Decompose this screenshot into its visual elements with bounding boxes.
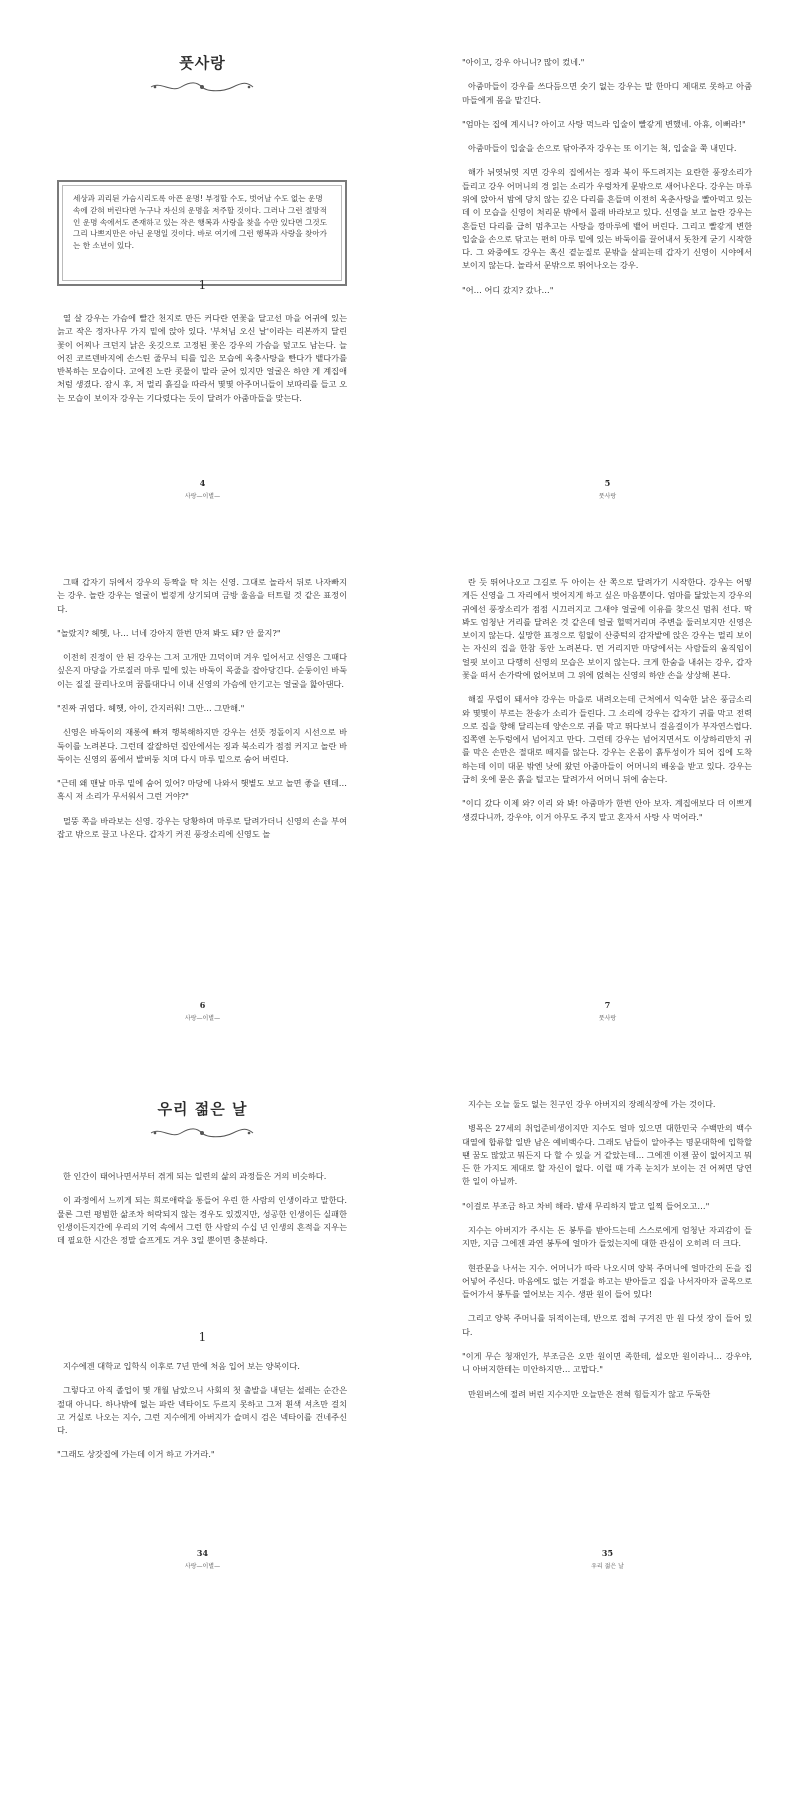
paragraph: 그렇다고 아직 졸업이 몇 개월 남았으니 사회의 첫 출발을 내딛는 설레는 순간은 절대 아니다. 하나밖에 없는 파란 넥타이도 두르지 못하고 그저 흰색 셔츠만 걸치고 거실로 나오는 지수, 그런 지수에게 아버지가 슬며시 검은 넥타이를 건네주신다.	[57, 1385, 347, 1436]
paragraph: 그리고 양복 주머니를 뒤적이는데, 반으로 접혀 구겨진 만 원 다섯 장이 들어 있다.	[462, 1313, 752, 1337]
paragraph: 란 듯 뛰어나오고 그길로 두 아이는 산 쪽으로 달려가기 시작한다. 강우는 어떻게든 신영을 그 자리에서 벗어지게 하고 싶은 마음뿐이다. 엄마를 닮았는지 강우의 귀에선 풍장소리가 점점 시끄러지고 그새야 얼굴에 이유를 찾으신 멈춰 선다. 딱 봐도 엄청난 거리를 달려온 것 같은데 얼굴 헐떡거리며 주변을 둘러보지만 신영은 보이지 않는다. 실망한 표정으로 힘없이 산중턱의 감자밭에 앉은 강우는 멀리 보이는 자신의 집을 한참 동안 노려본다. 먼 거리지만 마당에서는 사람들의 움직임이 얼핏 보이고 다행히 신영의 모습은 보이지 않는다. 크게 한숨을 내쉬는 강우, 갑자 꽃을 떠서 손가락에 얹어보며 그 위에 얹혀는 신영의 하얀 손을 상상해 본다.	[462, 577, 752, 680]
paragraph: 아줌마들이 강우를 쓰다듬으면 숫기 없는 강우는 말 한마디 제대로 못하고 아줌마들에게 몸을 맡긴다.	[462, 81, 752, 105]
page-number: 34	[196, 1548, 209, 1558]
body-text	[462, 1098, 752, 1401]
paragraph: 신영은 바둑이의 재롱에 빠져 행복해하지만 강우는 선뜻 정돌이지 시선으로 바둑이를 노려본다. 그런데 잘잘하던 집안에서는 징과 북소리가 점점 커지고 놀란 바둑이는 신영의 품에서 발버둥 치며 다시 마루 밑으로 숨어 버린다.	[57, 727, 347, 764]
paragraph: 열 살 강우는 가슴에 빨간 천지로 만든 커다란 연꽃을 달고선 마을 어귀에 있는 늙고 작은 정자나무 가지 밑에 앉아 있다. '부처님 오신 날'이라는 리본까지 달린 꽃이 어찌나 크던지 낡은 옷깃으로 고정된 꽃은 강우의 가슴을 덮고도 남는다. 늘어진 코르덴바지에 손스틴 줄무늬 티를 입은 모습에 옥충사탕을 빤다가 뱉다가를 반복하는 모습이다. 고에진 노란 콧물이 말라 굳어 있지만 얼굴은 하얀 게 계집애처럼 생겼다. 잠시 후, 저 멀리 흙길을 따라서 몇몇 아주머니들이 보따리를 들고 오는 모습이 보이자 강우는 기다렸다는 듯이 달려가 아줌마들을 맞는다.	[57, 313, 347, 403]
flourish-ornament-icon	[147, 1126, 257, 1140]
page-number: 4	[199, 478, 206, 488]
dialogue: "진짜 귀엽다. 헤헷, 아이, 간지러워! 그만… 그만해."	[57, 702, 245, 713]
paragraph: 그때 갑자기 뒤에서 강우의 등짝을 탁 치는 신영. 그대로 놀라서 뒤로 나자빠지는 강우. 놀란 강우는 얼굴이 벌겋게 상기되며 금방 울음을 터트릴 것 같은 표정이다.	[57, 577, 347, 614]
page-number: 7	[604, 1000, 611, 1010]
running-head: 사랑—이별—	[184, 1563, 221, 1570]
running-head: 우리 젊은 날	[591, 1563, 624, 1570]
page-34	[0, 1100, 405, 1800]
body-text-2	[57, 1360, 347, 1473]
synopsis-box: 세상과 괴리된 가슴시리도록 아픈 운명! 부정할 수도, 벗어날 수도 없는 운명 속에 갇혀 버린다면 누구나 자신의 운명을 저주할 것이다. 그러나 그런 절망적인 운명 속에서도 존재하고 있는 작은 행복과 사랑을 찾을 수만 있다면 그것도 그리 나쁘지만은 아닌 운명일 것이다. 바로 여기에 그런 행복과 사랑을 찾아가는 한 소년이 있다.	[57, 180, 347, 286]
page-number: 35	[601, 1548, 614, 1558]
paragraph: 지수에겐 대학교 입학식 이후로 7년 만에 처음 입어 보는 양복이다.	[63, 1361, 300, 1371]
running-head: 풋사랑	[598, 493, 617, 500]
paragraph: 지수는 아버지가 주시는 돈 봉투를 받아드는데 스스로에게 엄청난 자괴감이 들지만, 지금 그에겐 과연 봉투에 얼마가 들었는지에 대한 관심이 오히려 더 크다.	[462, 1224, 752, 1249]
paragraph: 지수는 오늘 둘도 없는 친구인 강우 아버지의 장례식장에 가는 것이다.	[468, 1099, 716, 1109]
body-text	[462, 56, 752, 308]
page-number: 6	[199, 1000, 206, 1010]
paragraph: 해가 뉘엿뉘엿 지면 강우의 집에서는 징과 북이 뚜드려지는 요란한 풍장소리가 들리고 강우 어머니의 경 읽는 소리가 우렁차게 문밖으로 새어나온다. 강우는 마루 위에 앉아서 밤에 당치 않는 깊은 다리를 흔들며 이전히 옥춘사탕을 빨아먹고 있는데 이 모습을 신영이 처리문 밖에서 몰래 바라보고 있다. 신영을 보고 놀란 강우는 흔들던 다리를 급히 멈추고는 사탕을 깡마루에 뱉어 버린다. 그리고 빨갛게 변한 입술을 손으로 닦고는 편히 마루 밑에 있는 바둑이를 끌어내서 돗찬게 굳기 시작한다. 그 와중에도 강우는 혹신 곁눈질로 문밖을 살피는데 갑자기 신영이 시야에서 보이지 않는다. 놀라서 문밖으로 뛰어나오는 강우.	[462, 167, 752, 271]
flourish-ornament-icon	[147, 80, 257, 94]
dialogue: "어… 어디 갔지? 갔나…"	[462, 284, 554, 295]
paragraph: 현관문을 나서는 지수. 어머니가 따라 나오시며 양복 주머니에 얼마간의 돈을 집어넣어 주신다. 마음에도 없는 거절을 하고는 받아들고 집을 나서자마자 골목으로 들어가서 봉투를 열어보는 지수. 생판 원이 들어 있다!	[462, 1262, 752, 1300]
body-text	[462, 576, 752, 835]
paragraph: 이전히 진정이 안 된 강우는 그저 고개만 끄덕이며 겨우 일어서고 신영은 그때다 싶은지 마당을 가로질러 마루 밑에 있는 바둑이 목줄을 잡아당긴다. 순둥이인 바둑이는 질질 끌리나오며 꿈틀대다니 이내 신영의 가슴에 안기고는 얼굴을 핥아댄다.	[57, 652, 347, 689]
chapter-title: 우리 젊은 날	[157, 1100, 248, 1118]
dialogue: "근데 왜 맨날 마루 밑에 숨어 있어? 마당에 나와서 햇볕도 보고 놀면 좋을 텐데… 혹시 저 소리가 무서워서 그런 거야?"	[57, 778, 347, 802]
paragraph: 병목은 27세의 취업준비생이지만 지수도 얼마 있으면 대한민국 수백만의 백수대열에 합류할 일반 남은 예비백수다. 그래도 남들이 알아주는 명문대학에 입학할 땐 꿈도 많았고 뭐든지 다 할 수 있을 거 같았는데… 그에겐 이젠 꿈이 없어지고 뭐든 한 가지도 제대로 할 자신이 없다. 이럴 때 가족 눈치가 보이는 건 어쩌면 당연한 일이 아닐까.	[462, 1123, 752, 1187]
body-text	[57, 312, 347, 416]
dialogue: "이게 무슨 청재인가, 부조금은 오만 원이면 족한데, 설오만 원이라니… 강우야, 니 아버지한테는 미안하지만… 고맙다."	[462, 1350, 752, 1375]
dialogue: "엄마는 집에 계시니? 아이고 사탕 먹느라 입술이 빨갛게 변했네. 아휴, 이뻐라!"	[462, 118, 746, 129]
body-text	[57, 576, 347, 841]
page-5	[405, 0, 810, 600]
paragraph: 한 인간이 태어나면서부터 겪게 되는 일련의 삶의 과정들은 거의 비슷하다.	[63, 1171, 327, 1181]
chapter-title: 풋사랑	[179, 54, 226, 72]
dialogue: "놀랐지? 헤헷, 나… 너네 강아지 한번 만져 봐도 돼? 안 물지?"	[57, 627, 281, 638]
paragraph: 멀뚱 쪽을 바라보는 신영. 강우는 당황하며 마루로 달려가더니 신영의 손을 부여잡고 밖으로 끌고 나온다. 갑자기 커진 풍장소리에 신영도 놀	[57, 815, 347, 839]
page-4	[0, 0, 405, 600]
page-number: 5	[604, 478, 611, 488]
running-head: 풋사랑	[598, 1015, 617, 1022]
section-number: 1	[198, 278, 207, 292]
paragraph: 해질 무렵이 돼서야 강우는 마을로 내려오는데 근처에서 익숙한 낡은 풍금소리와 몇몇이 부르는 찬송가 소리가 들린다. 그 소리에 강우는 갑자기 귀를 막고 전력으로 집을 향해 달리는데 양손으로 귀를 막고 뛰다보니 걸음걸이가 부자연스럽다. 집쪽엔 논두렁에서 넘어지고 만다. 그런데 강우는 넘어지면서도 이상하리만치 귀를 막은 손만은 절대로 떼지를 않는다. 강우는 온몸이 흙투성이가 되어 집에 도착하는데 이미 대문 밖엔 낫에 왔던 아줌마들이 어머니의 배웅을 받고 있다. 강우는 급히 옷에 묻은 흙을 털고는 달려가서 어머니 뒤에 숨는다.	[462, 694, 752, 784]
body-text	[57, 1170, 347, 1258]
paragraph: 아줌마들이 입술을 손으로 닦아주자 강우는 또 이기는 척, 입술을 쭉 내민다.	[468, 143, 737, 154]
page-35	[405, 1099, 810, 1800]
paragraph: 이 과정에서 느끼게 되는 희로애락을 통들어 우린 한 사람의 인생이라고 말한다. 물론 그런 평범한 삶조차 허락되지 않는 경우도 있겠지만, 성공한 인생이든 실패한 인생이든지간에 우리의 기억 속에서 그런 한 사람의 수십 년 인생의 흔적을 지우는 데 필요한 시간은 정말 슬프게도 겨우 3일 뿐이면 충분하다.	[57, 1195, 347, 1246]
paragraph: 만원버스에 절려 버린 지수지만 오늘만은 전혀 힘들지가 않고 두둑한	[468, 1388, 711, 1399]
running-head: 사랑—이별—	[184, 493, 221, 500]
dialogue: "그래도 상갓집에 가는데 이거 하고 가거라."	[57, 1449, 215, 1460]
dialogue: "아이고, 강우 아니니? 많이 컸네."	[462, 57, 585, 67]
running-head: 사랑—이별—	[184, 1015, 221, 1022]
section-number: 1	[198, 1330, 207, 1344]
dialogue: "이디 갔다 이제 와? 이리 와 봐! 아줌마가 한번 안아 보자. 계집애보다 더 이쁘게 생겼다니까, 강우야, 이거 아무도 주지 말고 혼자서 사탕 사 먹어라."	[462, 798, 752, 822]
dialogue: "이걸로 부조금 하고 차비 해라. 밤새 무리하지 말고 일찍 들어오고…"	[462, 1200, 710, 1211]
